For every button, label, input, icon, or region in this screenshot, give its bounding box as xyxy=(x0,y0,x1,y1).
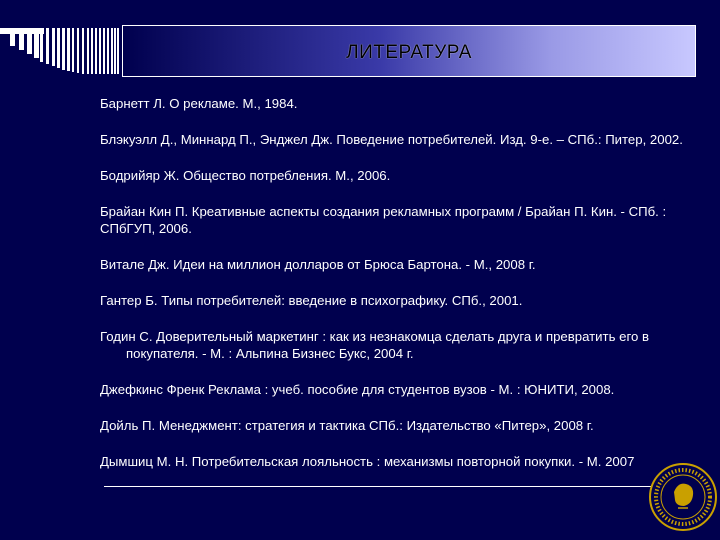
reference-item: Барнетт Л. О рекламе. М., 1984. xyxy=(100,96,298,111)
decorative-stripe xyxy=(62,28,65,70)
decorative-stripe xyxy=(19,28,24,50)
reference-item: Витале Дж. Идеи на миллион долларов от Брюса Бартона. - М., 2008 г. xyxy=(100,257,536,272)
decorative-stripe xyxy=(103,28,105,74)
reference-item: Брайан Кин П. Креативные аспекты создания рекламных программ / Брайан П. Кин. - СПб. : СПбГУП, 2006. xyxy=(100,204,667,236)
university-seal-icon xyxy=(648,462,718,532)
title-banner xyxy=(122,25,696,77)
decorative-stripe xyxy=(40,28,43,62)
reference-item: Дымшиц М. Н. Потребительская лояльность : механизмы повторной покупки. - М. 2007 xyxy=(100,454,635,469)
decorative-stripe xyxy=(111,28,113,74)
decorative-stripe xyxy=(99,28,101,74)
decorative-stripe xyxy=(67,28,70,71)
decorative-stripe xyxy=(57,28,60,68)
decorative-stripe xyxy=(82,28,84,74)
decorative-stripe xyxy=(87,28,89,74)
decorative-stripe xyxy=(46,28,49,64)
decorative-stripe xyxy=(77,28,79,73)
reference-item: Блэкуэлл Д., Миннард П., Энджел Дж. Поведение потребителей. Изд. 9-е. – СПб.: Питер, 2002. xyxy=(100,132,683,147)
decorative-stripe xyxy=(34,28,39,58)
decorative-stripe xyxy=(95,28,97,74)
reference-list xyxy=(100,95,690,470)
decorative-stripe xyxy=(114,28,116,74)
decorative-stripe xyxy=(91,28,93,74)
reference-item: Годин С. Доверительный маркетинг : как из незнакомца сделать друга и превратить его в покупателя. - М. : Альпина Бизнес Букс, 2004 г. xyxy=(100,329,649,361)
reference-item: Бодрийяр Ж. Общество потребления. М., 2006. xyxy=(100,168,391,183)
bottom-divider xyxy=(104,486,660,487)
decorative-stripe xyxy=(107,28,109,74)
decorative-stripe xyxy=(72,28,74,72)
reference-item: Гантер Б. Типы потребителей: введение в психографику. СПб., 2001. xyxy=(100,293,523,308)
decorative-stripe xyxy=(52,28,55,66)
page-title: ЛИТЕРАТУРА xyxy=(346,42,472,63)
reference-item: Дойль П. Менеджмент: стратегия и тактика СПб.: Издательство «Питер», 2008 г. xyxy=(100,418,594,433)
reference-item: Джефкинс Френк Реклама : учеб. пособие для студентов вузов - М. : ЮНИТИ, 2008. xyxy=(100,382,615,397)
decorative-stripe xyxy=(117,28,119,74)
decorative-stripe xyxy=(27,28,32,54)
decorative-stripe xyxy=(10,28,15,46)
